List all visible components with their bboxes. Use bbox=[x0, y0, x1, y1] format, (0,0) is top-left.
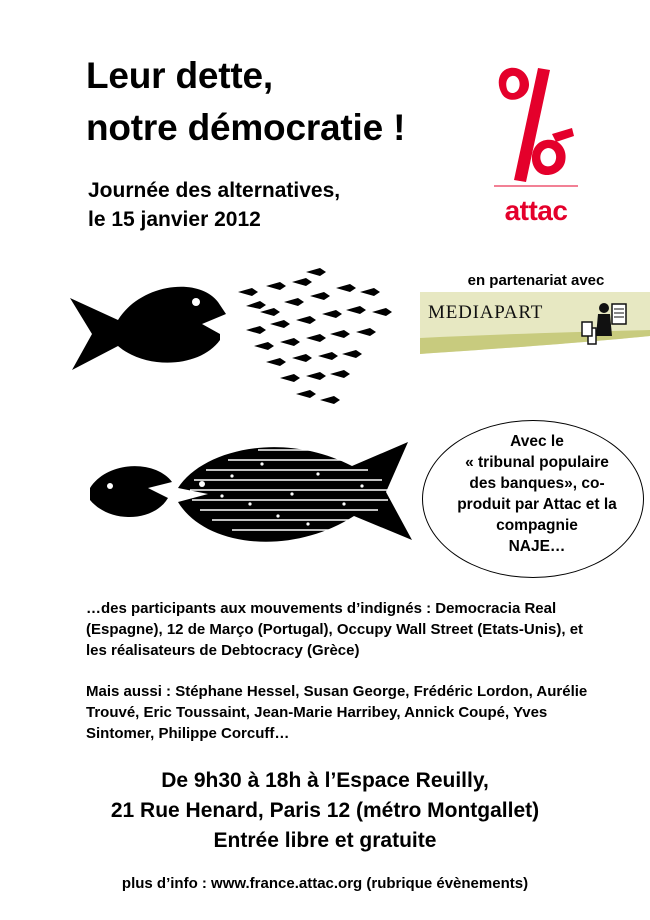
venue-entry-line: Entrée libre et gratuite bbox=[213, 829, 437, 852]
fish-made-of-fish bbox=[178, 442, 412, 542]
tribunal-line: compagnie bbox=[496, 517, 578, 534]
small-fish-school bbox=[220, 268, 392, 404]
headline-line-1: Leur dette, bbox=[86, 55, 273, 96]
venue-block bbox=[20, 766, 630, 856]
partner-label: en partenariat avec bbox=[467, 272, 605, 289]
school-forming-big-fish-illustration bbox=[82, 430, 422, 570]
more-info-line: plus d’info : www.france.attac.org (rubrique évènements) bbox=[121, 875, 529, 892]
attac-wordmark: attac bbox=[504, 195, 568, 226]
headline bbox=[86, 50, 405, 154]
tribunal-line: « tribunal populaire bbox=[465, 454, 609, 471]
venue-time-line: De 9h30 à 18h à l’Espace Reuilly, bbox=[161, 769, 489, 792]
participants-paragraph: …des participants aux mouvements d’indignés : Democracia Real (Espagne), 12 de Março (Portugal), Occupy Wall Street (Etats-Unis), et les réalisateurs de Debtocracy (Grèce) bbox=[86, 600, 584, 659]
tribunal-line: NAJE… bbox=[508, 538, 566, 555]
tribunal-line: des banques», co- bbox=[469, 475, 605, 492]
mediapart-logo-text: MEDIAPART bbox=[428, 302, 544, 323]
event-subtitle bbox=[88, 176, 340, 234]
tribunal-callout-text bbox=[430, 431, 644, 557]
headline-line-2: notre démocratie ! bbox=[86, 107, 406, 148]
event-line-2: le 15 janvier 2012 bbox=[88, 208, 261, 231]
event-line-1: Journée des alternatives, bbox=[88, 179, 341, 202]
tribunal-line: Avec le bbox=[510, 433, 564, 450]
venue-address-line: 21 Rue Henard, Paris 12 (métro Montgallet) bbox=[110, 799, 540, 822]
big-fish-chasing-school-illustration bbox=[70, 262, 410, 412]
tribunal-line: produit par Attac et la bbox=[457, 496, 617, 513]
speakers-paragraph: Mais aussi : Stéphane Hessel, Susan George, Frédéric Lordon, Aurélie Trouvé, Eric Toussaint, Jean-Marie Harribey, Annick Coupé, Yves Sintomer, Philippe Corcuff… bbox=[86, 683, 588, 742]
